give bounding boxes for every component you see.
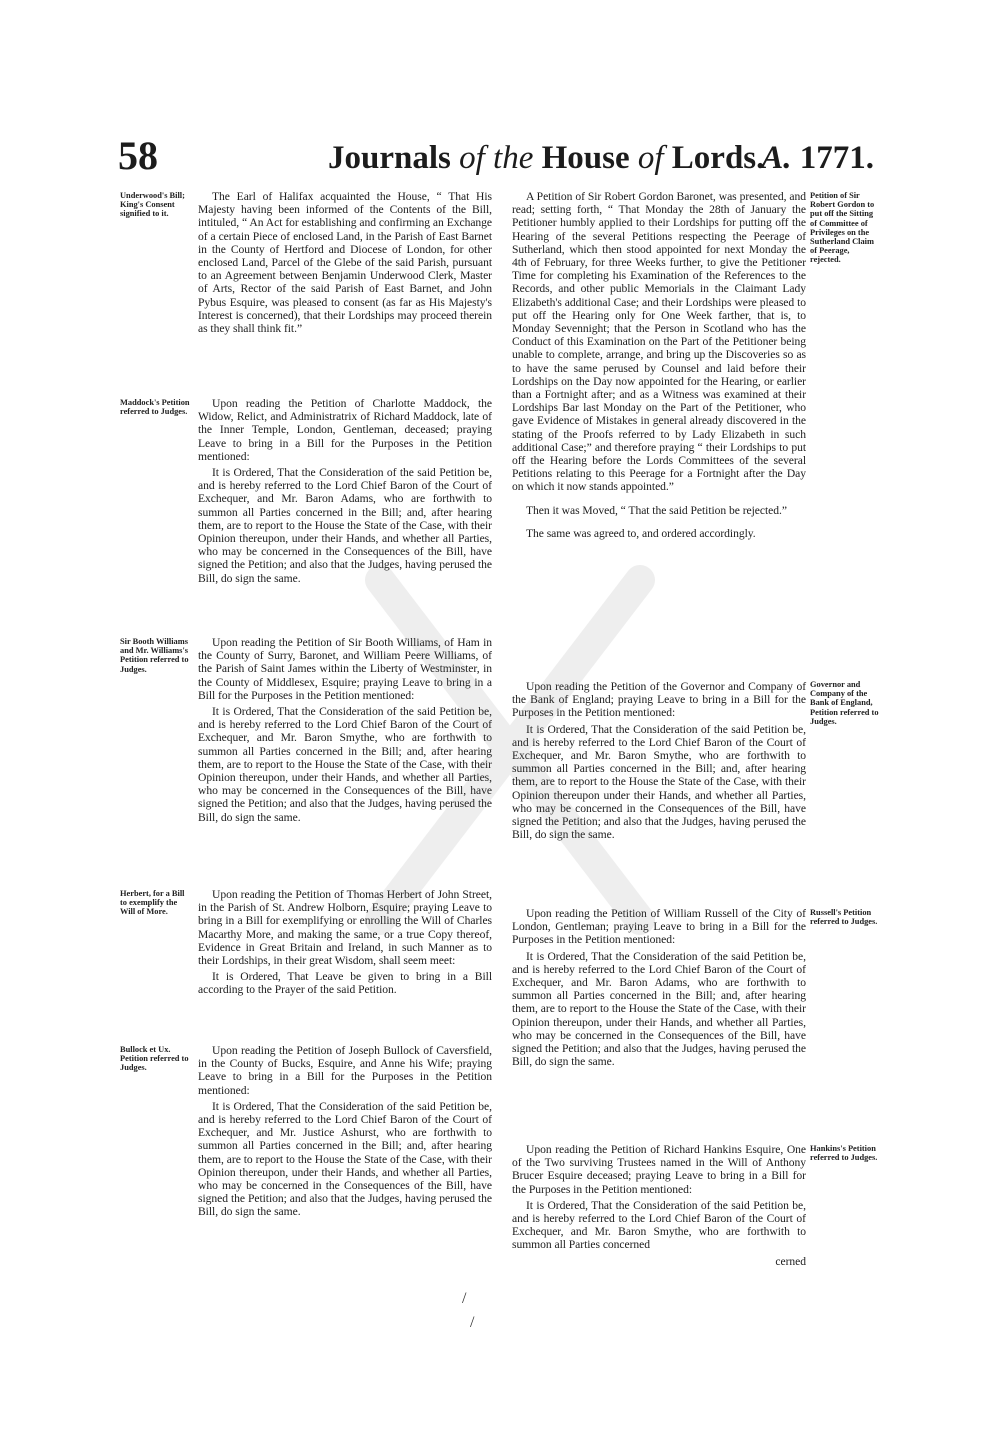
margin-note-bullock: Bullock et Ux. Petition referred to Judges. [120, 1045, 189, 1073]
paragraph: The same was agreed to, and ordered accordingly. [526, 526, 756, 540]
margin-note-williams: Sir Booth Williams and Mr. Williams's Petition referred to Judges. [120, 637, 189, 674]
paragraph: It is Ordered, That the Consideration of the said Petition be, and is hereby referred to the Lord Chief Baron of the Court of Exchequer, and Mr. Baron Adams, who are forthwith to summon all Parties concerned in the Bill; and, after hearing them, are to report to the House the State of the Case, with their Opinion thereupon, under their Hands, and whether all Parties, who may be concerned in the Consequences of the Bill, have signed the Petition; and also that the Judges, having perused the Bill, do sign the same. [198, 466, 492, 585]
paragraph: The Earl of Halifax acquainted the House, “ That His Majesty having been informed of the Contents of the Bill, intituled, “ An Act for establishing and confirming an Exchange of a certain Piece of enclosed Land, in the Parish of East Barnet in the County of Hertford and Diocese of London, for other enclosed Land, Parcel of the Glebe of the said Parish, pursuant to an Agreement between Benjamin Underwood Clerk, Master of Arts, Rector of the said Parish of East Barnet, and John Pybus Esquire, was pleased to consent (as far as His Majesty's Interest is concerned), that their Lordships may proceed therein as they shall think fit.” [198, 190, 492, 336]
paragraph: Then it was Moved, “ That the said Petition be rejected.” [526, 503, 787, 517]
entry-russell [512, 907, 806, 1071]
page-number: 58 [118, 133, 158, 178]
entry-underwood [198, 190, 492, 338]
paragraph: Upon reading the Petition of the Governor and Company of the Bank of England; praying Leave to bring in a Bill for the Purposes in the Petition mentioned: [512, 680, 806, 720]
paragraph: It is Ordered, That the Consideration of the said Petition be, and is hereby referred to the Lord Chief Baron of the Court of Exchequer, and Mr. Baron Smythe, who are forthwith to summon all Parties concerned in the Bill; and, after hearing them, are to report to the House the State of the Case, with their Opinion thereupon, under their Hands, and whether all Parties, who may be concerned in the Consequences of the Bill, have signed the Petition; and also that the Judges, having perused the Bill, do sign the same. [198, 705, 492, 824]
paragraph: Upon reading the Petition of Richard Hankins Esquire, One of the Two surviving Trustees named in the Will of Anthony Brucer Esquire deceased; praying Leave to bring in a Bill for the Purposes in the Petition mentioned: [512, 1143, 806, 1196]
paragraph: It is Ordered, That the Consideration of the said Petition be, and is hereby referred to the Lord Chief Baron of the Court of Exchequer, and Mr. Baron Adams, who are forthwith to summon all Parties concerned in the Bill; and, after hearing them, are to report to the House the State of the Case, with their Opinion thereupon, under their Hands, and whether all Parties, who may be concerned in the Consequences of the Bill, have signed the Petition; and also that the Judges, having perused the Bill, do sign the same. [512, 949, 806, 1069]
margin-note-underwood: Underwood's Bill; King's Consent signified to it. [120, 191, 185, 219]
margin-note-gordon: Petition of Sir Robert Gordon to put off the Sitting of Committee of Privileges on the Sutherland Claim of Peerage, rejected. [810, 191, 875, 265]
paragraph: It is Ordered, That Leave be given to bring in a Bill according to the Prayer of the said Petition. [198, 970, 492, 997]
stray-mark: / [470, 1314, 475, 1331]
entry-bank [512, 680, 806, 844]
paragraph: Upon reading the Petition of William Russell of the City of London, Gentleman; praying Leave to bring in a Bill for the Purposes in the Petition mentioned: [512, 907, 806, 947]
margin-note-bank: Governor and Company of the Bank of England, Petition referred to Judges. [810, 680, 879, 726]
margin-note-russell: Russell's Petition referred to Judges. [810, 908, 878, 927]
catchword: cerned [775, 1254, 806, 1268]
paragraph: It is Ordered, That the Consideration of the said Petition be, and is hereby referred to the Lord Chief Baron of the Court of Exchequer, and Mr. Baron Smythe, who are forthwith to summon all Parties concerned [512, 1198, 806, 1252]
entry-herbert [198, 888, 492, 1000]
paragraph: Upon reading the Petition of Joseph Bullock of Caversfield, in the County of Bucks, Esquire, and Anne his Wife; praying Leave to bring in a Bill for the Purposes in the Petition mentioned: [198, 1044, 492, 1097]
entry-bullock [198, 1044, 492, 1222]
entry-hankins [512, 1143, 806, 1271]
margin-note-maddock: Maddock's Petition referred to Judges. [120, 398, 190, 417]
paragraph: A Petition of Sir Robert Gordon Baronet, was presented, and read; setting forth, “ That Monday the 28th of January the Petitioner humbly applied to their Lordships for putting off the Hearing of the several Petitions respecting the Peerage of Sutherland, which then stood appointed for next Monday the 4th of February, for three Weeks further, to give the Petitioner Time for completing his Examination of the References to the Records, and other public Memorials in the Claimant Lady Elizabeth's additional Case; and their Lordships were pleased to put off the Hearing only for One Week farther, that is, to Monday Sevennight; that the Person in Scotland who has the Conduct of this Examination on the Part of the Petitioner being unable to complete, arrange, and bring up the Discoveries so as to have the same perused by Counsel and laid before their Lordships on the Day now appointed for the Hearing, or earlier than a Fortnight after; and as a Witness was examined at their Lordships Bar last Monday on the Part of the Petitioner, who gave Evidence of Mistakes in general already discovered in the stating of the Proofs referred to by Lady Elizabeth in such additional Case;” and therefore praying “ their Lordships to put off the Hearing before the Lords Committees of the several Petitions relating to this Peerage for a Fortnight after the Day on which it now stands appointed.” [512, 190, 806, 494]
running-title: Journals of the House of Lords. [328, 140, 765, 176]
margin-note-herbert: Herbert, for a Bill to exemplify the Will of More. [120, 889, 185, 917]
stray-mark: / [462, 1290, 467, 1307]
paragraph: It is Ordered, That the Consideration of the said Petition be, and is hereby referred to the Lord Chief Baron of the Court of Exchequer, and Mr. Baron Smythe, who are forthwith to summon all Parties concerned in the Bill; and, after hearing them, are to report to the House the State of the Case, with their Opinion thereupon under their Hands, and whether all Parties, who may be concerned in the Consequences of the Bill, have signed the Petition; and also that the Judges, having perused the Bill, do sign the same. [512, 722, 806, 842]
paragraph: Upon reading the Petition of Charlotte Maddock, the Widow, Relict, and Administratrix of Richard Maddock, late of the Inner Temple, London, Gentleman, deceased; praying Leave to bring in a Bill for the Purposes in the Petition mentioned: [198, 397, 492, 463]
running-header [118, 134, 874, 184]
entry-williams [198, 636, 492, 827]
year-heading: A. 1771. [761, 140, 874, 176]
entry-maddock [198, 397, 492, 588]
entry-gordon [512, 190, 806, 543]
paragraph: Upon reading the Petition of Thomas Herbert of John Street, in the Parish of St. Andrew Holborn, Esquire; praying Leave to bring in a Bill for exemplifying or enrolling the Will of Charles Macarthy More, and making the same, or a true Copy thereof, Evidence in Great Britain and Ireland, in such Manner as to their Lordships, in their great Wisdom, shall seem meet: [198, 888, 492, 968]
paragraph: It is Ordered, That the Consideration of the said Petition be, and is hereby referred to the Lord Chief Baron of the Court of Exchequer, and Mr. Justice Ashurst, who are forthwith to summon all Parties concerned in the Bill; and, after hearing them, are to report to the House the State of the Case, with their Opinion thereupon, under their Hands, and whether all Parties, who may be concerned in the Consequences of the Bill, have signed the Petition; and also that the Judges, having perused the Bill, do sign the same. [198, 1099, 492, 1219]
paragraph: Upon reading the Petition of Sir Booth Williams, of Ham in the County of Surry, Baronet, and William Peere Williams, of the Parish of Saint James within the Liberty of Westminster, in the County of Middlesex, Esquire; praying Leave to bring in a Bill for the Purposes in the Petition mentioned: [198, 636, 492, 702]
margin-note-hankins: Hankins's Petition referred to Judges. [810, 1144, 878, 1163]
